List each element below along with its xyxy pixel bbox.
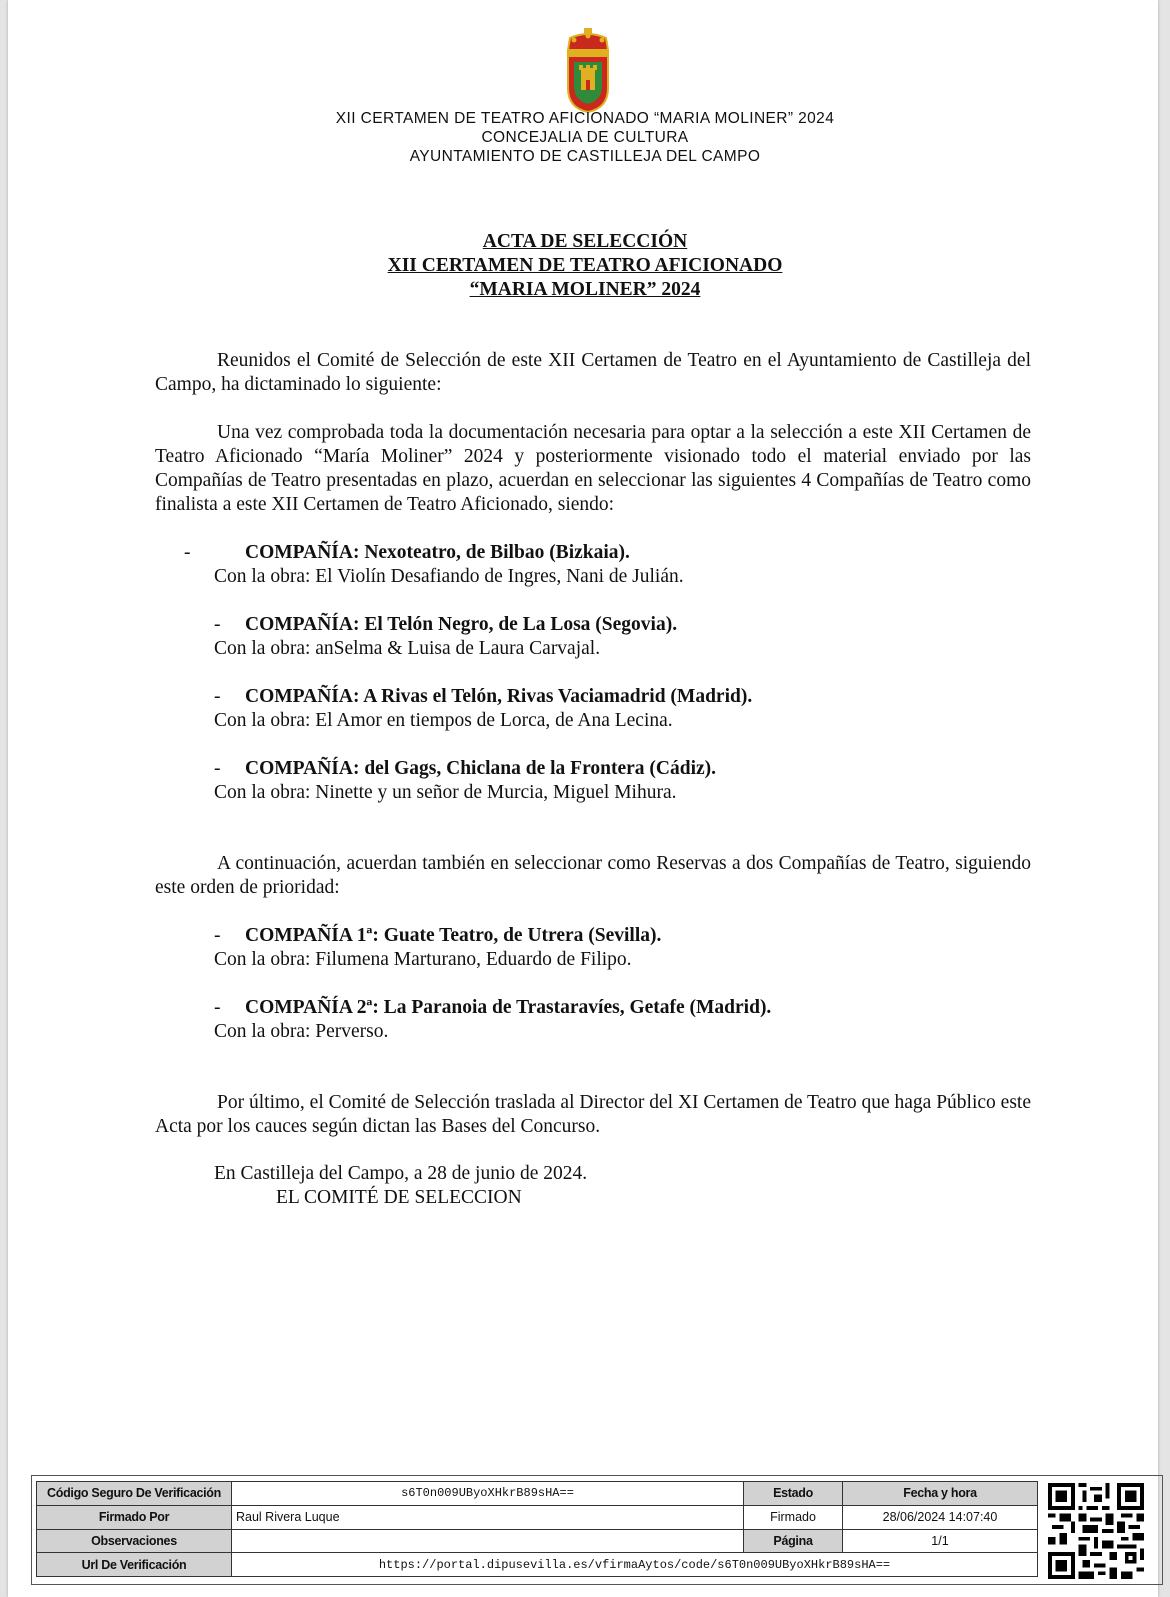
committee-signature: EL COMITÉ DE SELECCION	[276, 1187, 522, 1208]
finalist-play-4: Con la obra: Ninette y un señor de Murcia, Miguel Mihura.	[214, 782, 677, 803]
header-line-3: AYUNTAMIENTO DE CASTILLEJA DEL CAMPO	[409, 148, 761, 165]
reserves-paragraph: A continuación, acuerdan también en seleccionar como Reservas a dos Compañías de Teatro, siguiendo este orden de prioridad:	[155, 853, 1031, 898]
finalist-play-2: Con la obra: anSelma & Luisa de Laura Carvajal.	[214, 638, 601, 659]
reserve-company-2: COMPAÑÍA 2ª: La Paranoia de Trastaravíes, Getafe (Madrid).	[245, 997, 772, 1018]
coat-of-arms-icon	[560, 28, 616, 114]
header-line-2: CONCEJALIA DE CULTURA	[481, 129, 689, 146]
signature-table	[36, 1481, 1038, 1577]
list-dash: -	[214, 614, 221, 635]
closing-paragraph: Por último, el Comité de Selección traslada al Director del XI Certamen de Teatro que haga Público este Acta por los cauces según dictan las Bases del Concurso.	[155, 1092, 1031, 1137]
document-title-2: XII CERTAMEN DE TEATRO AFICIONADO	[387, 255, 783, 276]
list-dash: -	[214, 758, 221, 779]
reserve-company-1: COMPAÑÍA 1ª: Guate Teatro, de Utrera (Sevilla).	[245, 925, 662, 946]
pagina-value: 1/1	[843, 1529, 1038, 1553]
document-title-1: ACTA DE SELECCIÓN	[482, 231, 688, 252]
estado-value: Firmado	[744, 1505, 843, 1529]
finalist-company-4: COMPAÑÍA: del Gags, Chiclana de la Frontera (Cádiz).	[245, 758, 717, 779]
csv-value[interactable]: s6T0n009UByoXHkrB89sHA==	[232, 1482, 744, 1506]
reserve-play-1: Con la obra: Filumena Marturano, Eduardo de Filipo.	[214, 949, 632, 970]
firmado-por-value: Raul Rivera Luque	[232, 1505, 744, 1529]
list-dash: -	[214, 997, 221, 1018]
pagina-label: Página	[744, 1529, 843, 1553]
reserve-play-2: Con la obra: Perverso.	[214, 1021, 389, 1042]
fecha-label: Fecha y hora	[843, 1482, 1038, 1506]
list-dash: -	[184, 542, 191, 563]
finalist-play-1: Con la obra: El Violín Desafiando de Ingres, Nani de Julián.	[214, 566, 684, 587]
list-dash: -	[214, 686, 221, 707]
document-title-3: “MARIA MOLINER” 2024	[469, 279, 701, 300]
finalist-play-3: Con la obra: El Amor en tiempos de Lorca, de Ana Lecina.	[214, 710, 673, 731]
place-date: En Castilleja del Campo, a 28 de junio de 2024.	[214, 1163, 588, 1184]
finalist-company-2: COMPAÑÍA: El Telón Negro, de La Losa (Segovia).	[245, 614, 678, 635]
finalist-company-1: COMPAÑÍA: Nexoteatro, de Bilbao (Bizkaia).	[245, 542, 630, 563]
firmado-por-label: Firmado Por	[37, 1505, 232, 1529]
fecha-value: 28/06/2024 14:07:40	[843, 1505, 1038, 1529]
header-line-1: XII CERTAMEN DE TEATRO AFICIONADO “MARIA MOLINER” 2024	[335, 110, 835, 127]
qr-code-icon[interactable]	[1048, 1483, 1144, 1579]
url-label: Url De Verificación	[37, 1553, 232, 1577]
intro-paragraph: Reunidos el Comité de Selección de este XII Certamen de Teatro en el Ayuntamiento de Castilleja del Campo, ha dictaminado lo siguiente:	[155, 350, 1031, 395]
observaciones-value	[232, 1529, 744, 1553]
list-dash: -	[214, 925, 221, 946]
url-value[interactable]: https://portal.dipusevilla.es/vfirmaAytos/code/s6T0n009UByoXHkrB89sHA==	[232, 1553, 1038, 1577]
document-page	[8, 0, 1158, 1597]
finalist-company-3: COMPAÑÍA: A Rivas el Telón, Rivas Vaciamadrid (Madrid).	[245, 686, 753, 707]
estado-label: Estado	[744, 1482, 843, 1506]
observaciones-label: Observaciones	[37, 1529, 232, 1553]
selection-paragraph: Una vez comprobada toda la documentación necesaria para optar a la selección a este XII Certamen de Teatro Aficionado “María Moliner” 2024 y posteriormente visionado todo el material enviado por las Compañías de Teatro presentadas en plazo, acuerdan en seleccionar las siguientes 4 Compañías de Teatro como finalista a este XII Certamen de Teatro Aficionado, siendo:	[155, 422, 1031, 515]
csv-label: Código Seguro De Verificación	[37, 1482, 232, 1506]
